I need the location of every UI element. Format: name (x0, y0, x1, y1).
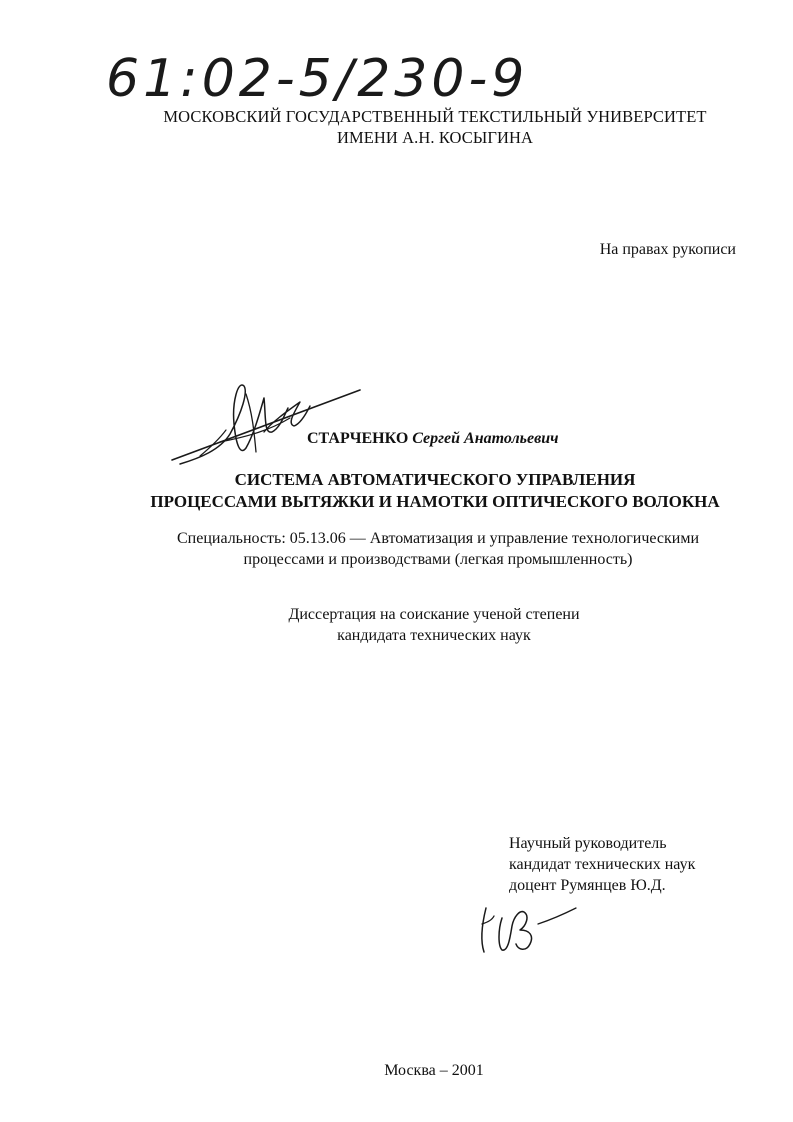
degree-line-1: Диссертация на соискание ученой степени (288, 606, 580, 623)
scientific-supervisor (509, 833, 695, 896)
author-given-names: Сергей Анатольевич (412, 430, 559, 447)
supervisor-line-3: доцент Румянцев Ю.Д. (509, 877, 666, 894)
supervisor-line-2: кандидат технических наук (509, 856, 696, 873)
handwritten-archive-number (100, 44, 640, 114)
university-line-2: ИМЕНИ А.Н. КОСЫГИНА (336, 128, 534, 147)
author-surname: СТАРЧЕНКО (307, 430, 409, 447)
thesis-title (0, 469, 793, 513)
specialty-line-1: Специальность: 05.13.06 — Автоматизация и управление технологическими (176, 530, 700, 547)
specialty-line-2: процессами и производствами (легкая промышленность) (243, 551, 633, 568)
city-and-year: Москва – 2001 (384, 1062, 484, 1079)
university-line-1: МОСКОВСКИЙ ГОСУДАРСТВЕННЫЙ ТЕКСТИЛЬНЫЙ УНИВЕРСИТЕТ (163, 107, 707, 126)
manuscript-rights-note: На правах рукописи (599, 241, 736, 258)
author-signature-drawing (160, 372, 370, 477)
degree-statement (0, 604, 793, 646)
author-name (307, 430, 559, 448)
author-signature (160, 372, 370, 477)
thesis-title-line-2: ПРОЦЕССАМИ ВЫТЯЖКИ И НАМОТКИ ОПТИЧЕСКОГО ВОЛОКНА (150, 492, 720, 511)
archive-number-text: 61:02-5/230-9 (106, 49, 529, 109)
archive-number-handwriting (100, 44, 640, 114)
degree-line-2: кандидата технических наук (337, 627, 531, 644)
supervisor-line-1: Научный руководитель (509, 835, 667, 852)
supervisor-signature-drawing (472, 890, 582, 960)
university-name (0, 106, 793, 148)
supervisor-signature (472, 890, 582, 960)
specialty (0, 528, 793, 570)
thesis-title-line-1: СИСТЕМА АВТОМАТИЧЕСКОГО УПРАВЛЕНИЯ (234, 470, 636, 489)
